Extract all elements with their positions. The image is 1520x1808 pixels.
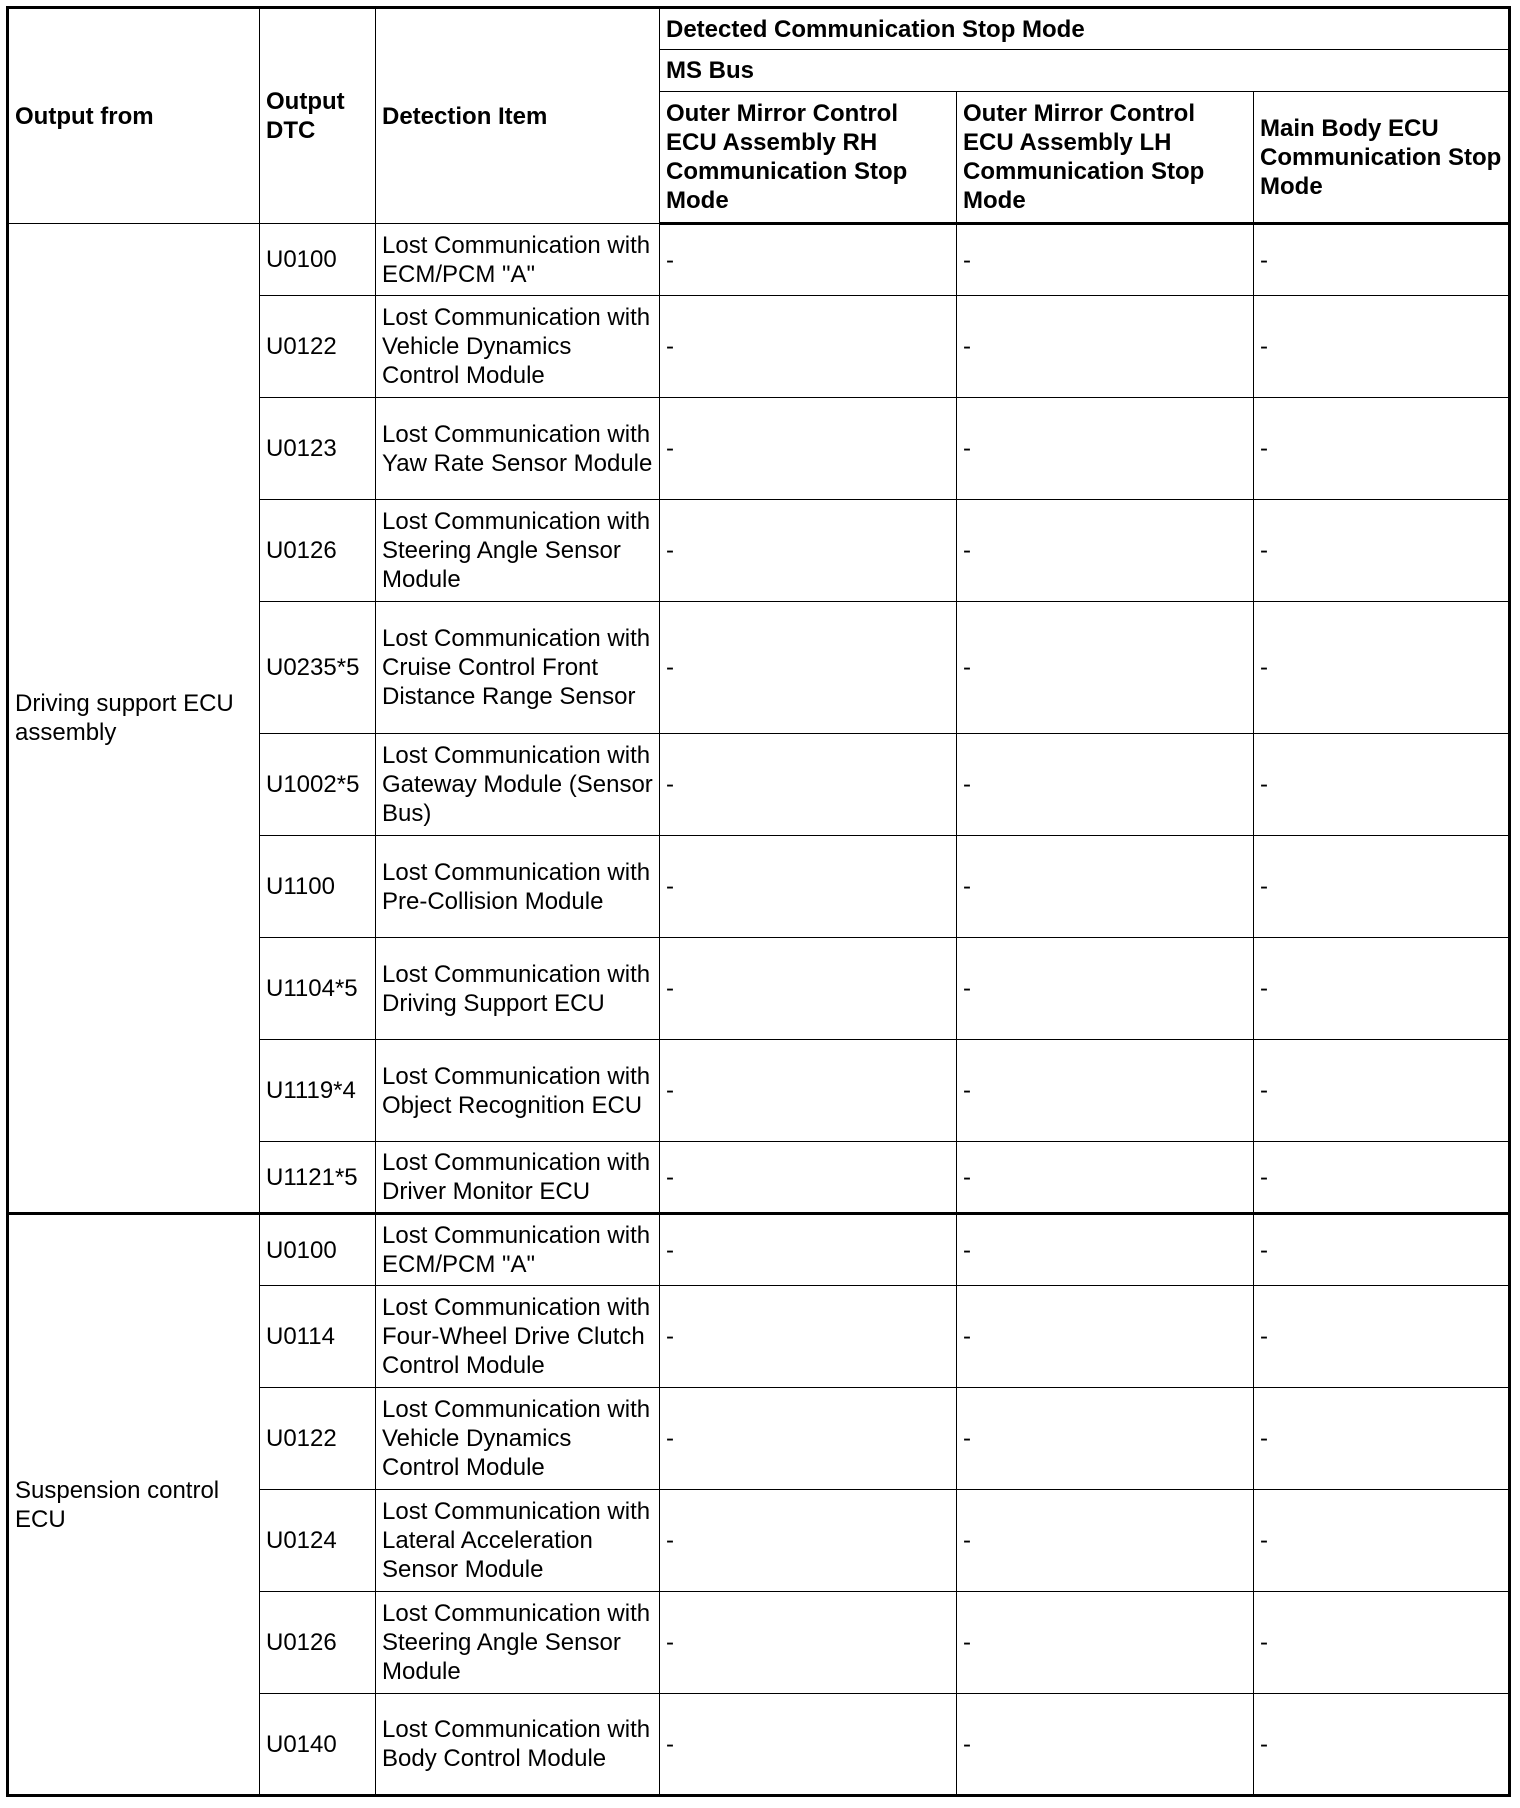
lh-mode-value: - (957, 1490, 1254, 1592)
detection-item: Lost Communication with Object Recognition ECU (376, 1040, 660, 1142)
rh-mode-value: - (660, 938, 957, 1040)
dtc-code: U0123 (260, 398, 376, 500)
lh-mode-value: - (957, 1592, 1254, 1694)
detection-item: Lost Communication with Yaw Rate Sensor Module (376, 398, 660, 500)
rh-mode-value: - (660, 224, 957, 296)
detection-item: Lost Communication with Vehicle Dynamics Control Module (376, 1388, 660, 1490)
rh-mode-value: - (660, 836, 957, 938)
lh-mode-value: - (957, 602, 1254, 734)
lh-mode-value: - (957, 296, 1254, 398)
dtc-code: U0100 (260, 224, 376, 296)
table-body (8, 224, 1510, 1796)
main-body-mode-value: - (1254, 296, 1510, 398)
main-body-mode-value: - (1254, 734, 1510, 836)
rh-mode-value: - (660, 1490, 957, 1592)
main-body-mode-value: - (1254, 1592, 1510, 1694)
dtc-table (6, 6, 1511, 1797)
main-body-mode-value: - (1254, 938, 1510, 1040)
lh-mode-value: - (957, 1694, 1254, 1796)
dtc-code: U1002*5 (260, 734, 376, 836)
header-outer-mirror-lh: Outer Mirror Control ECU Assembly LH Communication Stop Mode (957, 92, 1254, 224)
table-row (8, 224, 1510, 296)
detection-item: Lost Communication with Driver Monitor ECU (376, 1142, 660, 1214)
header-ms-bus: MS Bus (660, 50, 1510, 92)
dtc-code: U1104*5 (260, 938, 376, 1040)
detection-item: Lost Communication with Steering Angle Sensor Module (376, 1592, 660, 1694)
detection-item: Lost Communication with ECM/PCM "A" (376, 224, 660, 296)
lh-mode-value: - (957, 224, 1254, 296)
header-outer-mirror-rh: Outer Mirror Control ECU Assembly RH Communication Stop Mode (660, 92, 957, 224)
detection-item: Lost Communication with Lateral Acceleration Sensor Module (376, 1490, 660, 1592)
dtc-code: U0100 (260, 1214, 376, 1286)
detection-item: Lost Communication with Four-Wheel Drive Clutch Control Module (376, 1286, 660, 1388)
header-detected-mode: Detected Communication Stop Mode (660, 8, 1510, 50)
dtc-code: U0140 (260, 1694, 376, 1796)
dtc-code: U0126 (260, 500, 376, 602)
detection-item: Lost Communication with Cruise Control Front Distance Range Sensor (376, 602, 660, 734)
main-body-mode-value: - (1254, 1286, 1510, 1388)
rh-mode-value: - (660, 500, 957, 602)
dtc-code: U1121*5 (260, 1142, 376, 1214)
main-body-mode-value: - (1254, 602, 1510, 734)
lh-mode-value: - (957, 734, 1254, 836)
header-main-body-ecu: Main Body ECU Communication Stop Mode (1254, 92, 1510, 224)
rh-mode-value: - (660, 1214, 957, 1286)
rh-mode-value: - (660, 1694, 957, 1796)
header-output-from: Output from (8, 8, 260, 224)
main-body-mode-value: - (1254, 224, 1510, 296)
header-detection-item: Detection Item (376, 8, 660, 224)
rh-mode-value: - (660, 1592, 957, 1694)
dtc-code: U0124 (260, 1490, 376, 1592)
detection-item: Lost Communication with Pre-Collision Module (376, 836, 660, 938)
detection-item: Lost Communication with Vehicle Dynamics Control Module (376, 296, 660, 398)
output-from-cell: Driving support ECU assembly (8, 224, 260, 1214)
rh-mode-value: - (660, 1142, 957, 1214)
lh-mode-value: - (957, 500, 1254, 602)
main-body-mode-value: - (1254, 1694, 1510, 1796)
rh-mode-value: - (660, 398, 957, 500)
rh-mode-value: - (660, 1040, 957, 1142)
lh-mode-value: - (957, 1286, 1254, 1388)
dtc-code: U0114 (260, 1286, 376, 1388)
detection-item: Lost Communication with Body Control Module (376, 1694, 660, 1796)
lh-mode-value: - (957, 1040, 1254, 1142)
main-body-mode-value: - (1254, 398, 1510, 500)
lh-mode-value: - (957, 1388, 1254, 1490)
main-body-mode-value: - (1254, 1388, 1510, 1490)
lh-mode-value: - (957, 398, 1254, 500)
dtc-code: U0235*5 (260, 602, 376, 734)
detection-item: Lost Communication with Gateway Module (Sensor Bus) (376, 734, 660, 836)
lh-mode-value: - (957, 1142, 1254, 1214)
lh-mode-value: - (957, 836, 1254, 938)
output-from-cell: Suspension control ECU (8, 1214, 260, 1796)
main-body-mode-value: - (1254, 500, 1510, 602)
dtc-code: U1100 (260, 836, 376, 938)
dtc-code: U0122 (260, 1388, 376, 1490)
dtc-code: U0126 (260, 1592, 376, 1694)
rh-mode-value: - (660, 1286, 957, 1388)
rh-mode-value: - (660, 296, 957, 398)
detection-item: Lost Communication with ECM/PCM "A" (376, 1214, 660, 1286)
lh-mode-value: - (957, 1214, 1254, 1286)
main-body-mode-value: - (1254, 1142, 1510, 1214)
rh-mode-value: - (660, 734, 957, 836)
detection-item: Lost Communication with Steering Angle Sensor Module (376, 500, 660, 602)
table-row (8, 1214, 1510, 1286)
main-body-mode-value: - (1254, 1214, 1510, 1286)
table-header (8, 8, 1510, 224)
lh-mode-value: - (957, 938, 1254, 1040)
dtc-code: U1119*4 (260, 1040, 376, 1142)
rh-mode-value: - (660, 602, 957, 734)
main-body-mode-value: - (1254, 1490, 1510, 1592)
dtc-code: U0122 (260, 296, 376, 398)
rh-mode-value: - (660, 1388, 957, 1490)
detection-item: Lost Communication with Driving Support ECU (376, 938, 660, 1040)
main-body-mode-value: - (1254, 836, 1510, 938)
main-body-mode-value: - (1254, 1040, 1510, 1142)
header-output-dtc: Output DTC (260, 8, 376, 224)
